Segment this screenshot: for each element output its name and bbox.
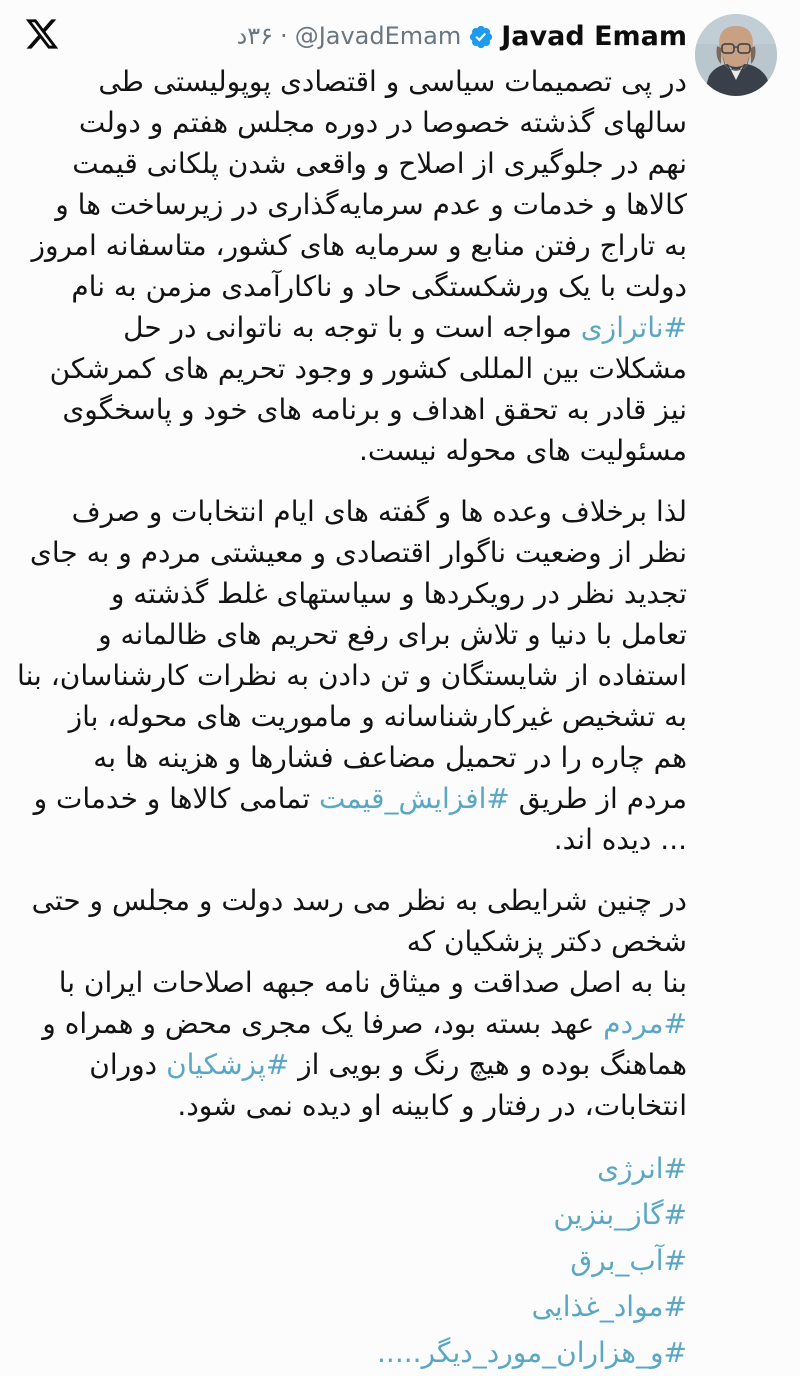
text-segment: تجدید نظر در رویکردها و سیاستهای غلط گذشته و [110,577,687,610]
tweet-header [26,14,687,58]
tweet-line [26,430,687,471]
tweet-line [26,307,687,348]
hashtag-link[interactable]: #و_هزاران_مورد_دیگر..... [377,1336,687,1369]
tweet-line [26,61,687,102]
tweet-line [26,573,687,614]
text-segment: انتخابات، در رفتار و کابینه او دیده نمی شود. [177,1089,687,1122]
verified-badge-icon [468,24,494,50]
text-segment: هماهنگ بوده و هیچ رنگ و بویی از [289,1048,687,1081]
hashtag-link[interactable]: #ناترازی [580,311,687,344]
text-segment: کالاها و خدمات و عدم سرمایه‌گذاری در زیرساخت ها و [55,188,687,221]
tweet-line [26,532,687,573]
tweet-line [26,921,687,962]
text-segment: عهد بسته بود، صرفا یک مجری محض و همراه و [42,1007,604,1040]
hashtag-link[interactable]: #گاز_بنزین [553,1198,687,1231]
tweet-line [26,1044,687,1085]
tweet-line [26,614,687,655]
tweet-line [26,778,687,819]
tweet-paragraph [26,61,687,471]
text-segment: مواجه است و با توجه به ناتوانی در حل [123,311,581,344]
tweet-line [26,1238,687,1284]
timestamp[interactable]: ۳۶د [236,22,274,50]
hashtag-link[interactable]: #انرژی [597,1152,687,1185]
text-segment: دولت با یک ورشکستگی حاد و ناکارآمدی مزمن به نام [71,270,687,303]
text-segment: مردم از طریق [509,782,687,815]
tweet-line [26,389,687,430]
text-segment: هم چاره را در تحمیل مضاعف فشارها و هزینه ها به [93,741,687,774]
tweet-line [26,143,687,184]
text-segment: مشکلات بین المللی کشور و وجود تحریم های کمرشکن [49,352,687,385]
text-segment: نظر از وضعیت ناگوار اقتصادی و معیشتی مردم و به جای [29,536,687,569]
x-logo-icon[interactable] [24,16,60,52]
hashtag-list [26,1146,687,1376]
text-segment: ... دیده اند. [553,823,687,856]
text-segment: به تشخیص غیرکارشناسانه و ماموریت های محوله، باز [68,700,687,733]
tweet-line [26,1003,687,1044]
text-segment: در پی تصمیمات سیاسی و اقتصادی پوپولیستی طی [98,65,687,98]
tweet-paragraph [17,491,687,860]
hashtag-link[interactable]: #مواد_غذایی [531,1290,687,1323]
text-segment: به تاراج رفتن منابع و سرمایه های کشور، متاسفانه امروز [31,229,687,262]
text-segment: نهم در جلوگیری از اصلاح و واقعی شدن پلکانی قیمت [72,147,687,180]
text-segment: تعامل با دنیا و تلاش برای رفع تحریم های ظالمانه و [98,618,687,651]
text-segment: نیز قادر به تحقق اهداف و برنامه های خود و پاسخگوی [62,393,687,426]
tweet-line [26,266,687,307]
text-segment: استفاده از شایستگان و تن دادن به نظرات کارشناسان، بنا [17,659,687,692]
text-segment: مسئولیت های محوله نیست. [359,434,687,467]
avatar-column [695,14,777,96]
tweet-paragraph [26,880,687,1126]
tweet-line [26,696,687,737]
hashtag-link[interactable]: #افزایش_قیمت [319,782,510,815]
tweet-line [26,1284,687,1330]
text-segment: دوران [89,1048,167,1081]
tweet-line [26,491,687,532]
tweet-line [26,225,687,266]
display-name[interactable]: Javad Emam [501,20,687,52]
text-segment: بنا به اصل صداقت و میثاق نامه جبهه اصلاحات ایران با [58,966,687,999]
tweet-line [26,880,687,921]
tweet-line [26,819,687,860]
tweet-line [26,102,687,143]
tweet-line [26,1330,687,1376]
tweet-line [17,655,687,696]
hashtag-link[interactable]: #پزشکیان [166,1048,290,1081]
tweet-line [26,348,687,389]
user-handle[interactable]: @JavadEmam [294,22,462,50]
tweet-line [26,1085,687,1126]
tweet-main-column [17,14,687,1376]
tweet-line [26,184,687,225]
hashtag-link[interactable]: #مردم [603,1007,687,1040]
tweet-line [26,1146,687,1192]
text-segment: لذا برخلاف وعده ها و گفته های ایام انتخابات و صرف [71,495,687,528]
tweet-line [26,962,687,1003]
text-segment: در چنین شرایطی به نظر می رسد دولت و مجلس و حتی [31,884,687,917]
text-segment: تمامی کالاها و خدمات و [33,782,319,815]
avatar[interactable] [695,14,777,96]
tweet-line [26,737,687,778]
separator-dot: · [280,22,288,50]
tweet-line [26,1192,687,1238]
hashtag-link[interactable]: #آب_برق [570,1244,687,1277]
text-segment: شخص دکتر پزشکیان که [406,925,687,958]
tweet-body [17,61,687,1376]
text-segment: سالهای گذشته خصوصا در دوره مجلس هفتم و دولت [78,106,687,139]
